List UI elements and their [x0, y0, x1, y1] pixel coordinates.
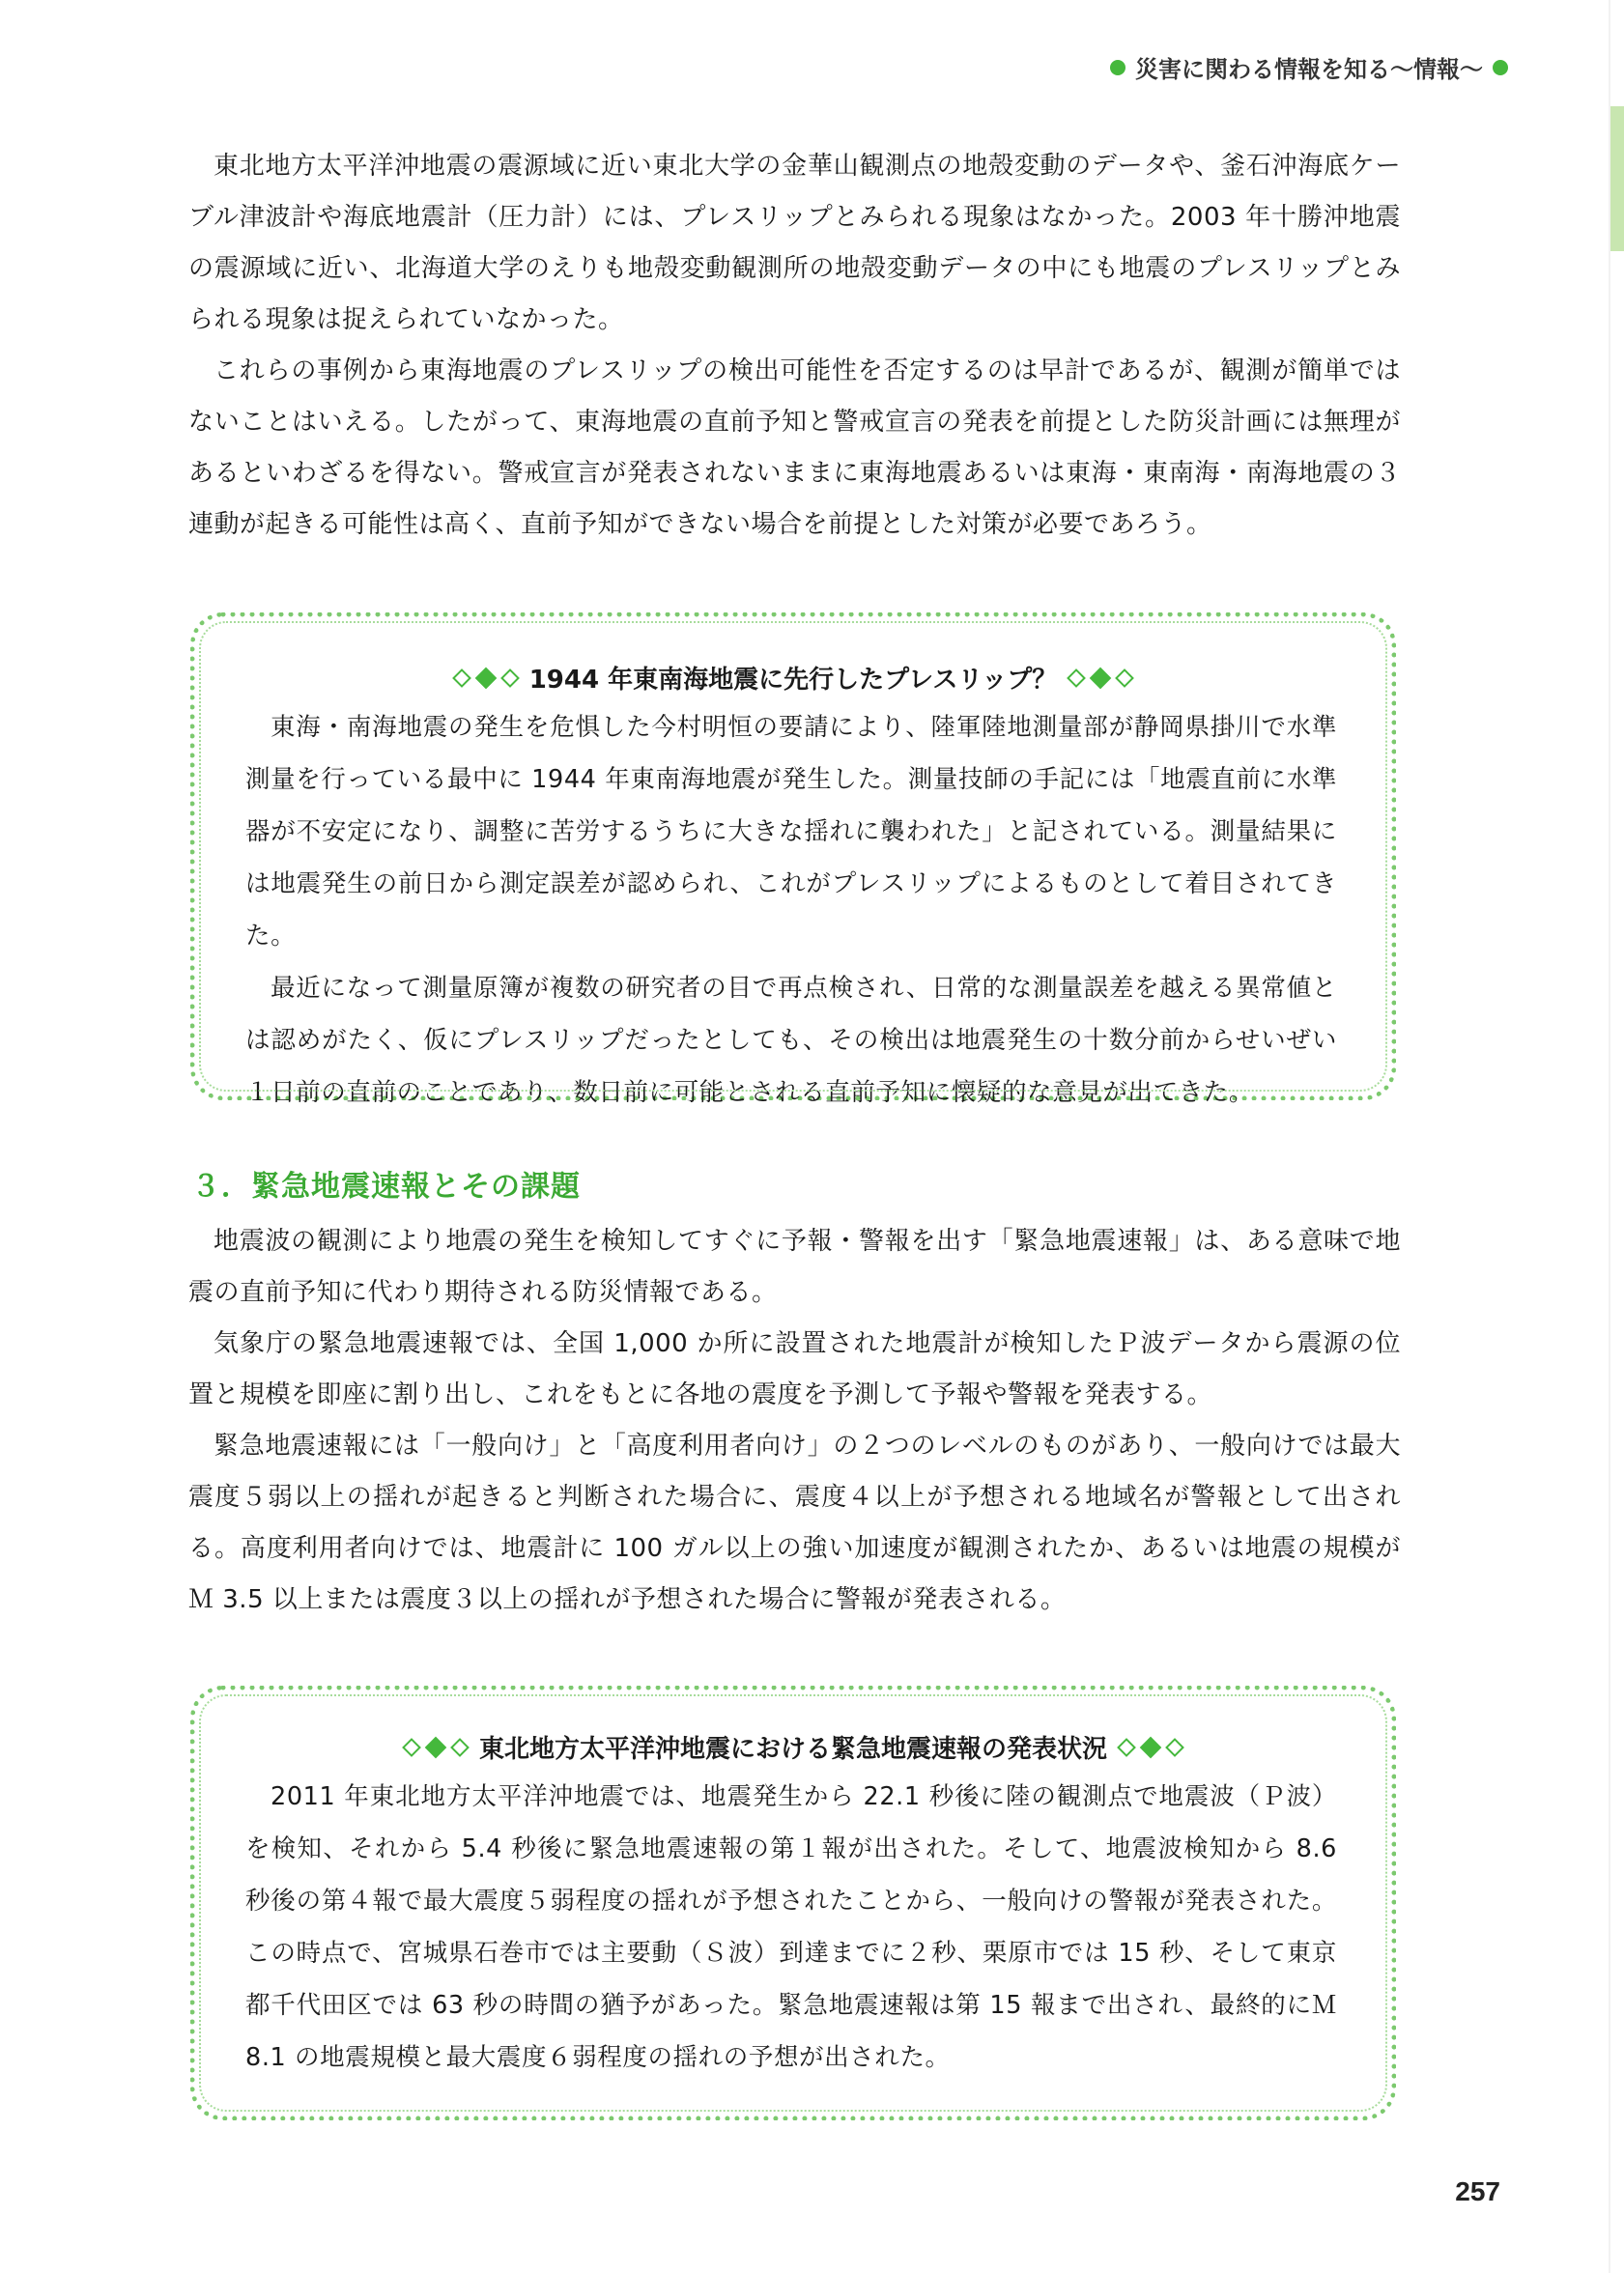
diamond-ornament-icon	[402, 1740, 470, 1755]
paragraph: これらの事例から東海地震のプレスリップの検出可能性を否定するのは早計であるが、観測が簡単ではないことはいえる。したがって、東海地震の直前予知と警戒宣言の発表を前提とした防災計画には無理があるといわざるを得ない。警戒宣言が発表されないままに東海地震あるいは東海・東南海・南海地震の３連動が起きる可能性は高く、直前予知ができない場合を前提とした対策が必要であろう。	[188, 356, 1401, 539]
bullet-dot-icon	[1110, 60, 1125, 75]
paragraph: 緊急地震速報には「一般向け」と「高度利用者向け」の２つのレベルのものがあり、一般向けでは最大震度５弱以上の揺れが起きると判断された場合に、震度４以上が予想される地域名が警報として出される。高度利用者向けでは、地震計に 100 ガル以上の強い加速度が観測されたか、あるいは地震の規模がＭ 3.5 以上または震度３以上の揺れが予想された場合に警報が発表される。	[188, 1432, 1401, 1614]
bullet-dot-icon	[1493, 60, 1508, 75]
section-body	[188, 1216, 1401, 1626]
paragraph: 東北地方太平洋沖地震の震源域に近い東北大学の金華山観測点の地殻変動のデータや、釜石沖海底ケーブル津波計や海底地震計（圧力計）には、プレスリップとみられる現象はなかった。2003 年十勝沖地震の震源域に近い、北海道大学のえりも地殻変動観測所の地殻変動データの中にも地震のプレスリップとみられる現象は捉えられていなかった。	[188, 152, 1401, 334]
running-header	[1110, 50, 1508, 84]
page-edge-line	[1609, 0, 1610, 2273]
column-box-prelip	[190, 612, 1396, 1107]
box-body	[195, 701, 1391, 1119]
page-edge-tab	[1610, 106, 1624, 251]
box-title-text: 1944 年東南海地震に先行したプレスリップ？	[528, 666, 1058, 695]
paragraph: 気象庁の緊急地震速報では、全国 1,000 か所に設置された地震計が検知したＰ波データから震源の位置と規模を即座に割り出し、これをもとに各地の震度を予測して予報や警報を発表する。	[188, 1329, 1401, 1409]
paragraph: 2011 年東北地方太平洋沖地震では、地震発生から 22.1 秒後に陸の観測点で地震波（Ｐ波）を検知、それから 5.4 秒後に緊急地震速報の第１報が出された。そして、地震波検知から 8.6 秒後の第４報で最大震度５弱程度の揺れが予想されたことから、一般向けの警報が発表された。この時点で、宮城県石巻市では主要動（Ｓ波）到達までに２秒、栗原市では 15 秒、そして東京都千代田区では 63 秒の時間の猶予があった。緊急地震速報は第 15 報まで出され、最終的にＭ 8.1 の地震規模と最大震度６弱程度の揺れの予想が出された。	[245, 1782, 1337, 2072]
section-heading: ３．緊急地震速報とその課題	[191, 1170, 581, 1204]
paragraph: 最近になって測量原簿が複数の研究者の目で再点検され、日常的な測量誤差を越える異常値とは認めがたく、仮にプレスリップだったとしても、その検出は地震発生の十数分前からせいぜい１日前の直前のことであり、数日前に可能とされる直前予知に懐疑的な意見が出てきた。	[245, 974, 1337, 1107]
box-title-text: 東北地方太平洋沖地震における緊急地震速報の発表状況	[478, 1735, 1107, 1764]
column-box-eew	[190, 1686, 1396, 2120]
paragraph: 地震波の観測により地震の発生を検知してすぐに予報・警報を出す「緊急地震速報」は、ある意味で地震の直前予知に代わり期待される防災情報である。	[188, 1227, 1401, 1307]
diamond-ornament-icon	[1117, 1740, 1184, 1755]
intro-text	[188, 141, 1401, 551]
running-header-title: 災害に関わる情報を知る〜情報〜	[1135, 56, 1483, 83]
page-number: 257	[1455, 2176, 1500, 2206]
box-title	[195, 660, 1391, 696]
diamond-ornament-icon	[1067, 670, 1134, 686]
box-body	[195, 1771, 1391, 2084]
paragraph: 東海・南海地震の発生を危惧した今村明恒の要請により、陸軍陸地測量部が静岡県掛川で水準測量を行っている最中に 1944 年東南海地震が発生した。測量技師の手記には「地震直前に水準器が不安定になり、調整に苦労するうちに大きな揺れに襲われた」と記されている。測量結果には地震発生の前日から測定誤差が認められ、これがプレスリップによるものとして着目されてきた。	[245, 713, 1337, 951]
diamond-ornament-icon	[452, 670, 520, 686]
box-title	[195, 1729, 1391, 1765]
